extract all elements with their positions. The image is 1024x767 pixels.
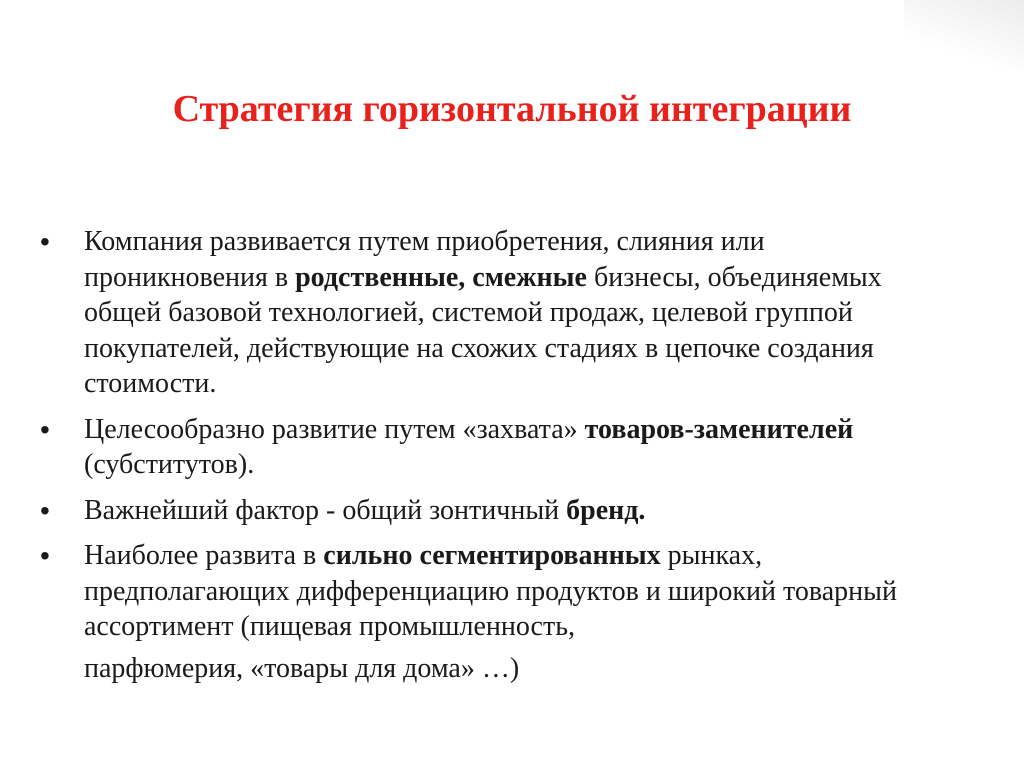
bullet-list	[40, 224, 940, 696]
bullet-marker: •	[40, 494, 50, 526]
bullet-marker: •	[40, 413, 50, 445]
bullet-item-4	[40, 538, 940, 686]
bullet-item-2	[40, 412, 940, 483]
bullet-4-bold: сильно сегментированных	[323, 540, 661, 571]
bullet-marker: •	[40, 226, 50, 257]
corner-shade	[904, 0, 1024, 70]
bullet-4-text-b: рынках, предполагающих дифференциацию продуктов и широкий товарный ассортимент (пищевая промышленность,	[84, 540, 897, 642]
bullet-4-text-c: парфюмерия, «товары для дома» …)	[84, 652, 520, 684]
bullet-1-bold: родственные, смежные	[295, 261, 587, 293]
bullet-1-text-a: Компания развивается путем приобретения, слияния или проникновения в	[84, 226, 765, 293]
bullet-item-1	[40, 224, 940, 402]
bullet-item-3	[40, 493, 940, 529]
bullet-2-text-b: (субститутов).	[84, 449, 255, 480]
slide-title: Стратегия горизонтальной интеграции	[172, 88, 852, 130]
bullet-marker: •	[40, 540, 50, 571]
bullet-4-text-a: Наиболее развита в	[84, 540, 324, 571]
bullet-3-bold: бренд.	[566, 494, 646, 526]
bullet-2-text-a: Целесообразно развитие путем «захвата»	[84, 413, 585, 445]
bullet-1-text-b: бизнесы, объединяемых общей базовой технологией, системой продаж, целевой группой покупателей, действующие на схожих стадиях в цепочке создания стоимости.	[84, 261, 882, 399]
bullet-2-bold: товаров-заменителей	[584, 413, 854, 445]
bullet-3-text-a: Важнейший фактор - общий зонтичный	[84, 494, 567, 526]
